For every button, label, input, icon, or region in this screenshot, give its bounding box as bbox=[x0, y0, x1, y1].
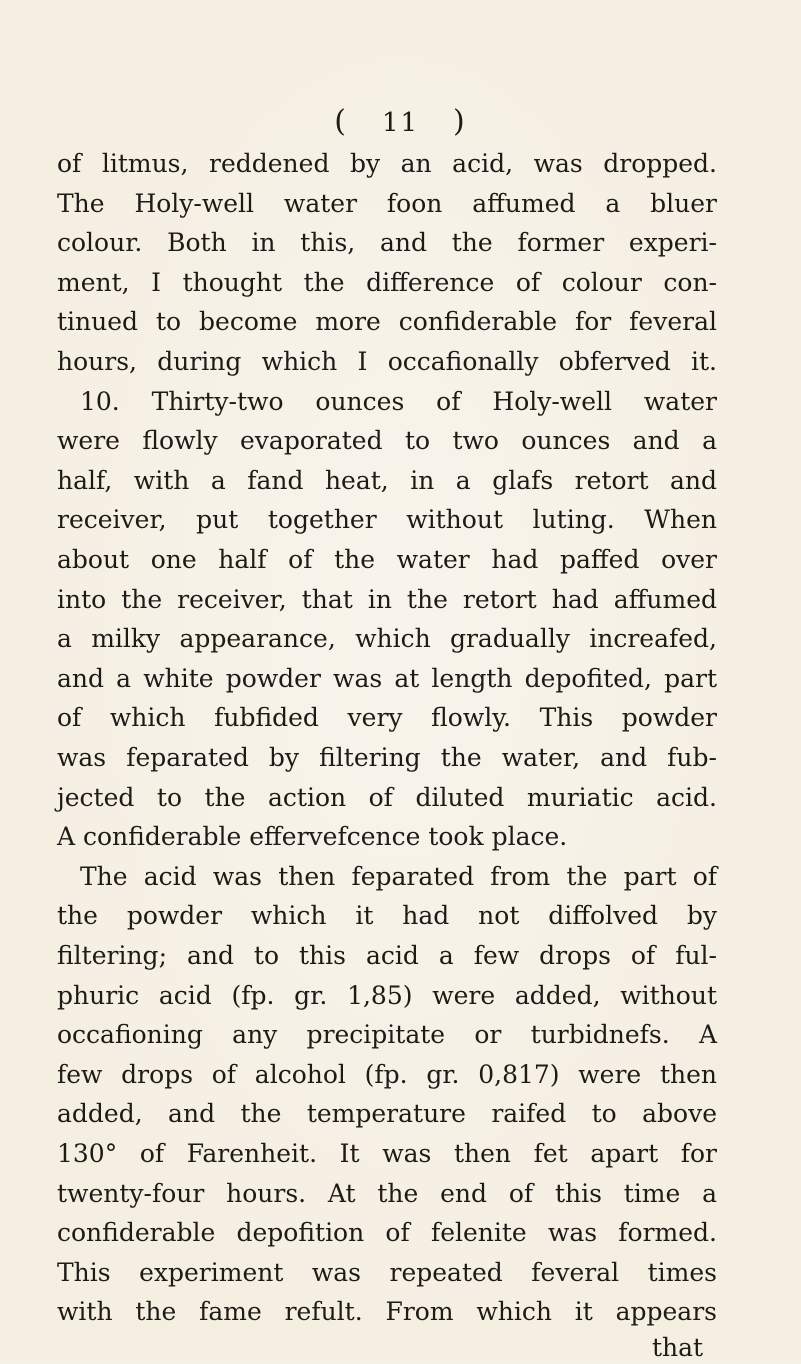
text-line-10: receiver, put together without luting. When bbox=[57, 505, 717, 535]
text-line-2: The Holy-well water foon affumed a bluer bbox=[57, 188, 717, 218]
text-line-13: a milky appearance, which gradually increafed, bbox=[57, 624, 717, 654]
text-line-14: and a white powder was at length depofited, part bbox=[57, 663, 717, 693]
text-line-25: added, and the temperature raifed to above bbox=[57, 1099, 717, 1129]
text-line-16: was feparated by filtering the water, and fub- bbox=[57, 743, 717, 772]
text-line-18: A confiderable effervefcence took place. bbox=[57, 822, 568, 852]
text-line-8: were flowly evaporated to two ounces and a bbox=[57, 426, 717, 456]
text-line-3: colour. Both in this, and the former experi- bbox=[57, 228, 717, 258]
text-line-11: about one half of the water had paffed over bbox=[57, 545, 717, 574]
text-line-12: into the receiver, that in the retort had affumed bbox=[57, 584, 717, 614]
text-line-22: phuric acid (fp. gr. 1,85) were added, without bbox=[57, 980, 717, 1010]
text-line-23: occafioning any precipitate or turbidnefs. A bbox=[57, 1020, 717, 1050]
text-line-7: 10. Thirty-two ounces of Holy-well water bbox=[80, 386, 717, 416]
text-line-24: few drops of alcohol (fp. gr. 0,817) were then bbox=[57, 1059, 717, 1089]
text-line-17: jected to the action of diluted muriatic acid. bbox=[57, 782, 717, 812]
text-line-19: The acid was then feparated from the part of bbox=[80, 861, 717, 891]
text-line-27: twenty-four hours. At the end of this time a bbox=[57, 1178, 717, 1208]
page-number: 11 bbox=[381, 108, 420, 138]
text-line-20: the powder which it had not diffolved by bbox=[57, 901, 717, 931]
text-line-30: with the fame refult. From which it appears bbox=[57, 1297, 717, 1327]
text-line-4: ment, I thought the difference of colour con- bbox=[57, 267, 717, 297]
text-line-6: hours, during which I occafionally obferved it. bbox=[57, 347, 717, 376]
text-line-5: tinued to become more confiderable for feveral bbox=[57, 307, 717, 337]
text-line-9: half, with a fand heat, in a glafs retort and bbox=[57, 465, 717, 495]
text-line-29: This experiment was repeated feveral times bbox=[57, 1257, 717, 1287]
page-header bbox=[0, 104, 801, 141]
text-line-21: filtering; and to this acid a few drops of ful- bbox=[57, 941, 717, 970]
header-close-paren: ) bbox=[453, 104, 467, 139]
text-line-26: 130° of Farenheit. It was then fet apart for bbox=[57, 1139, 717, 1168]
catchword: that bbox=[652, 1333, 704, 1362]
text-line-15: of which fubfided very flowly. This powder bbox=[57, 703, 717, 733]
text-line-1: of litmus, reddened by an acid, was dropped. bbox=[57, 149, 717, 178]
text-line-28: confiderable depofition of felenite was formed. bbox=[57, 1218, 717, 1248]
header-open-paren: ( bbox=[334, 104, 348, 139]
